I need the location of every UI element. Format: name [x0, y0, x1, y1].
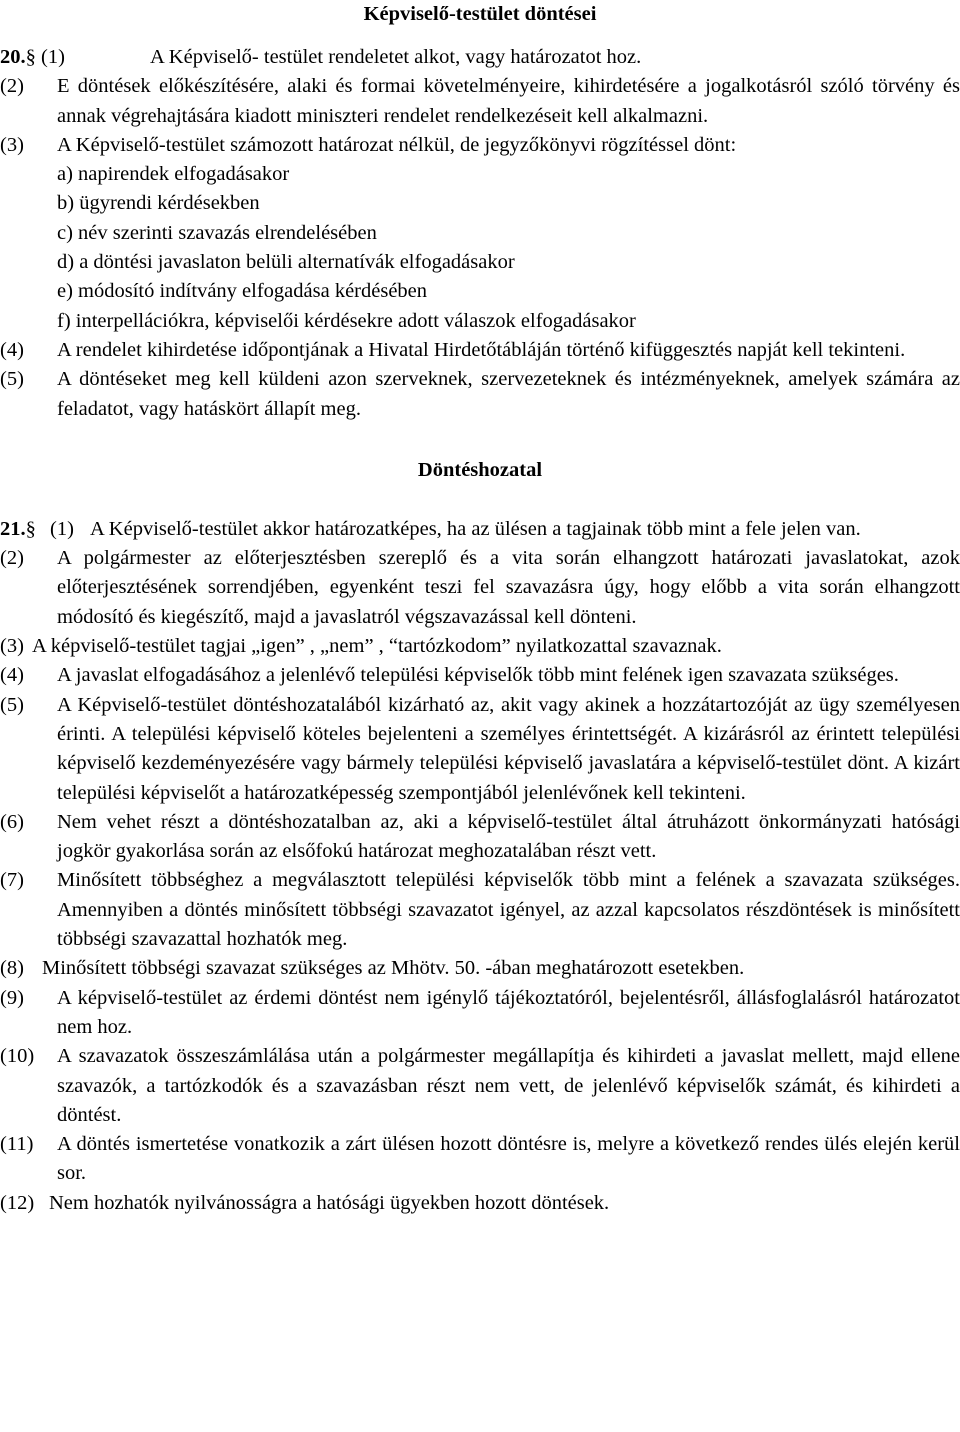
paragraph-number: (3)	[0, 133, 24, 156]
paragraph-20-1	[0, 43, 960, 72]
section-title-donteshozatal: Döntéshozatal	[417, 458, 543, 481]
list-item: d) a döntési javaslaton belüli alternatívák elfogadásakor	[57, 251, 515, 274]
paragraph-21-7	[0, 866, 960, 954]
paragraph-number: (11)	[0, 1133, 34, 1156]
paragraph-21-4	[0, 661, 960, 690]
paragraph-text: A szavazatok összeszámlálása után a polgármester megállapítja és kihirdeti a javaslat mellett, majd ellene szavazók, a tartózkodók és a szavazásban részt nem vett, de jelenlévő képviselők számát, és kihirdeti a döntést.	[57, 1045, 960, 1126]
paragraph-number: (7)	[0, 869, 24, 892]
paragraph-text-content: A Képviselő-testület akkor határozatképes, ha az ülésen a tagjainak több mint a fele jelen van.	[90, 517, 861, 540]
section-title-dontesek: Képviselő-testület döntései	[363, 3, 597, 25]
paragraph-21-9	[0, 984, 960, 1043]
paragraph-number: (12)	[0, 1191, 35, 1214]
article-number-21	[0, 515, 36, 544]
paragraph-text: A javaslat elfogadásához a jelenlévő települési képviselők több mint felének igen szavazata szükséges.	[57, 664, 899, 687]
paragraph-number: (9)	[0, 986, 24, 1009]
article-21-label: 21.	[0, 517, 26, 540]
paragraph-number: (5)	[0, 368, 24, 391]
paragraph-number: (1)	[50, 517, 74, 540]
paragraph-text: A polgármester az előterjesztésben szereplő és a vita során elhangzott határozati javaslatokat, azok előterjesztésének sorrendjében, egyenként teszi fel szavazásra úgy, hogy előbb a vita során elhangzott módosító és kiegészítő, majd a javaslatról végszavazással kell dönteni.	[57, 547, 960, 628]
article-20-label: 20.	[0, 46, 26, 68]
paragraph-text: Nem hozhatók nyilvánosságra a hatósági ügyekben hozott döntések.	[49, 1191, 610, 1214]
paragraph-text: A Képviselő-testület döntéshozatalából kizárható az, akit vagy akinek a hozzátartozóját az ügy személyesen érinti. A települési képviselő köteles bejelenteni a személyes érintettségét. A kizárásról az érintett települési képviselő kezdeményezésére vagy bármely települési képviselő javaslatára a képviselő-testület dönt. A kizárt települési képviselőt a határozatképesség szempontjából jelenlévőnek kell tekinteni.	[57, 693, 960, 804]
paragraph-number: (4)	[0, 338, 24, 361]
paragraph-21-3	[0, 632, 960, 661]
paragraph-21-11	[0, 1130, 960, 1189]
paragraph-text: Minősített többségi szavazat szükséges az Mhötv. 50. -ában meghatározott esetekben.	[42, 957, 745, 980]
paragraph-number: (4)	[0, 664, 24, 687]
section-sign-20: §	[25, 46, 36, 68]
spacer	[0, 424, 960, 456]
paragraph-number: (6)	[0, 810, 24, 833]
paragraph-20-2	[0, 72, 960, 131]
paragraph-21-5	[0, 691, 960, 808]
decision-list	[0, 160, 960, 336]
paragraph-number: (3)	[0, 635, 24, 658]
section-sign-21: §	[25, 517, 36, 540]
paragraph-text: Nem vehet részt a döntéshozatalban az, aki a képviselő-testület által átruházott önkormányzati hatósági jogkör gyakorlása során az elsőfokú határozat meghozatalában részt vett.	[57, 810, 960, 863]
paragraph-number: (1)	[41, 46, 65, 68]
paragraph-number: (10)	[0, 1045, 35, 1068]
paragraph-20-3	[0, 131, 960, 160]
paragraph-text: A döntés ismertetése vonatkozik a zárt ülésen hozott döntésre is, melyre a következő rendes ülés elején kerül sor.	[57, 1133, 960, 1185]
paragraph-21-10	[0, 1042, 960, 1130]
paragraph-number: (5)	[0, 693, 24, 716]
spacer	[0, 485, 960, 515]
paragraph-21-2	[0, 544, 960, 632]
paragraph-text: Minősített többséghez a megválasztott települési képviselők több mint a felének a szavazata szükséges. Amennyiben a döntés minősített többségi szavazatot igényel, az azzal kapcsolatos részdöntések is minősített többségi szavazattal hozhatók meg.	[57, 869, 960, 951]
paragraph-21-8	[0, 954, 960, 983]
paragraph-text: A Képviselő-testület számozott határozat nélkül, de jegyzőkönyvi rögzítéssel dönt:	[57, 133, 737, 156]
list-item: f) interpellációkra, képviselői kérdésekre adott válaszok elfogadásakor	[57, 309, 636, 332]
list-item: b) ügyrendi kérdésekben	[57, 192, 260, 215]
paragraph-text: A rendelet kihirdetése időpontjának a Hivatal Hirdetőtábláján történő kifüggesztés napját kell tekinteni.	[57, 338, 906, 361]
paragraph-text: A képviselő-testület az érdemi döntést nem igénylő tájékoztatóról, bejelentésről, állásfoglalásról határozatot nem hoz.	[57, 986, 960, 1038]
paragraph-20-4	[0, 336, 960, 365]
paragraph-number: (2)	[0, 547, 24, 570]
paragraph-number: (8)	[0, 957, 24, 980]
list-item: a) napirendek elfogadásakor	[57, 163, 290, 186]
paragraph-20-5	[0, 365, 960, 424]
paragraph-text: E döntések előkészítésére, alaki és formai követelményeire, kihirdetésére a jogalkotásról szóló törvény és annak végrehajtására kiadott miniszteri rendelet rendelkezéseit kell alkalmazni.	[57, 75, 960, 127]
list-item: e) módosító indítvány elfogadása kérdésében	[57, 280, 428, 303]
paragraph-number: (2)	[0, 75, 24, 98]
paragraph-text: A képviselő-testület tagjai „igen” , „nem” , “tartózkodom” nyilatkozattal szavaznak.	[32, 635, 722, 658]
paragraph-text: A döntéseket meg kell küldeni azon szerveknek, szervezeteknek és intézményeknek, amelyek számára az feladatot, vagy hatáskört állapít meg.	[57, 368, 960, 420]
paragraph-text	[57, 515, 960, 544]
paragraph-21-12	[0, 1189, 960, 1218]
list-item: c) név szerinti szavazás elrendelésében	[57, 221, 377, 244]
paragraph-21-1	[0, 515, 960, 544]
paragraph-text: A Képviselő- testület rendeletet alkot, vagy határozatot hoz.	[150, 46, 642, 68]
article-number-20	[0, 43, 65, 72]
paragraph-21-6	[0, 808, 960, 867]
